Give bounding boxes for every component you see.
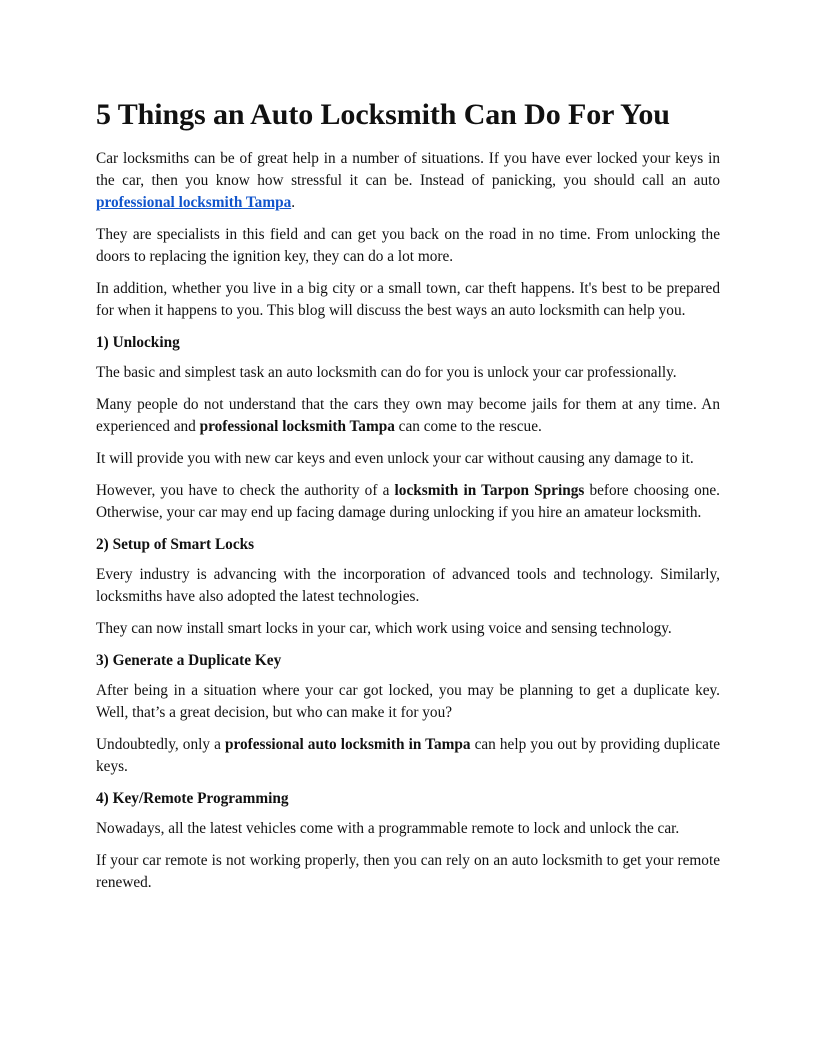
heading-duplicate-key: 3) Generate a Duplicate Key <box>96 652 282 669</box>
paragraph-car-theft: In addition, whether you live in a big city or a small town, car theft happens. It's best to be prepared for when it happens to you. This blog will discuss the best ways an auto locksmith can help you. <box>96 280 720 319</box>
text-fragment: before choosing one. Otherwise, your car may end up facing damage during unlocking if you hire an amateur locksmith. <box>96 482 720 521</box>
bold-phrase: professional auto locksmith in Tampa <box>224 736 471 753</box>
text-fragment: can help you out by providing duplicate keys. <box>96 736 720 775</box>
document-page <box>96 96 720 904</box>
text-fragment: Undoubtedly, only a <box>96 736 225 753</box>
text-fragment: However, you have to check the authority of a <box>96 482 395 499</box>
paragraph-remote-vehicles: Nowadays, all the latest vehicles come with a programmable remote to lock and unlock the car. <box>96 820 680 837</box>
paragraph-unlocking-jails <box>96 394 720 438</box>
paragraph-remote-renewed: If your car remote is not working properly, then you can rely on an auto locksmith to get your remote renewed. <box>96 852 720 891</box>
paragraph-duplicate-key-situation: After being in a situation where your car got locked, you may be planning to get a duplicate key. Well, that’s a great decision, but who can make it for you? <box>96 682 720 721</box>
page-title: 5 Things an Auto Locksmith Can Do For You <box>96 98 670 131</box>
text-fragment: Many people do not understand that the cars they own may become jails for them at any time. An experienced and <box>96 396 720 435</box>
bold-phrase: locksmith in Tarpon Springs <box>394 482 585 499</box>
intro-paragraph <box>96 148 720 214</box>
paragraph-smart-locks-install: They can now install smart locks in your car, which work using voice and sensing technology. <box>96 620 672 637</box>
paragraph-unlocking-authority <box>96 480 720 524</box>
bold-phrase: professional locksmith Tampa <box>199 418 395 435</box>
heading-remote-programming: 4) Key/Remote Programming <box>96 790 289 807</box>
text-fragment: can come to the rescue. <box>394 418 542 435</box>
paragraph-smart-locks-industry: Every industry is advancing with the incorporation of advanced tools and technology. Similarly, locksmiths have also adopted the latest technologies. <box>96 566 720 605</box>
paragraph-duplicate-key-provider <box>96 734 720 778</box>
heading-unlocking: 1) Unlocking <box>96 334 180 351</box>
intro-end: . <box>291 194 296 211</box>
paragraph-unlocking-basic: The basic and simplest task an auto locksmith can do for you is unlock your car professionally. <box>96 364 677 381</box>
intro-text: Car locksmiths can be of great help in a number of situations. If you have ever locked your keys in the car, then you know how stressful it can be. Instead of panicking, you should call an auto <box>96 150 720 189</box>
paragraph-unlocking-keys: It will provide you with new car keys and even unlock your car without causing any damage to it. <box>96 450 694 467</box>
paragraph-specialists: They are specialists in this field and can get you back on the road in no time. From unlocking the doors to replacing the ignition key, they can do a lot more. <box>96 226 720 265</box>
professional-locksmith-tampa-link[interactable]: professional locksmith Tampa <box>96 194 292 211</box>
heading-smart-locks: 2) Setup of Smart Locks <box>96 536 255 553</box>
